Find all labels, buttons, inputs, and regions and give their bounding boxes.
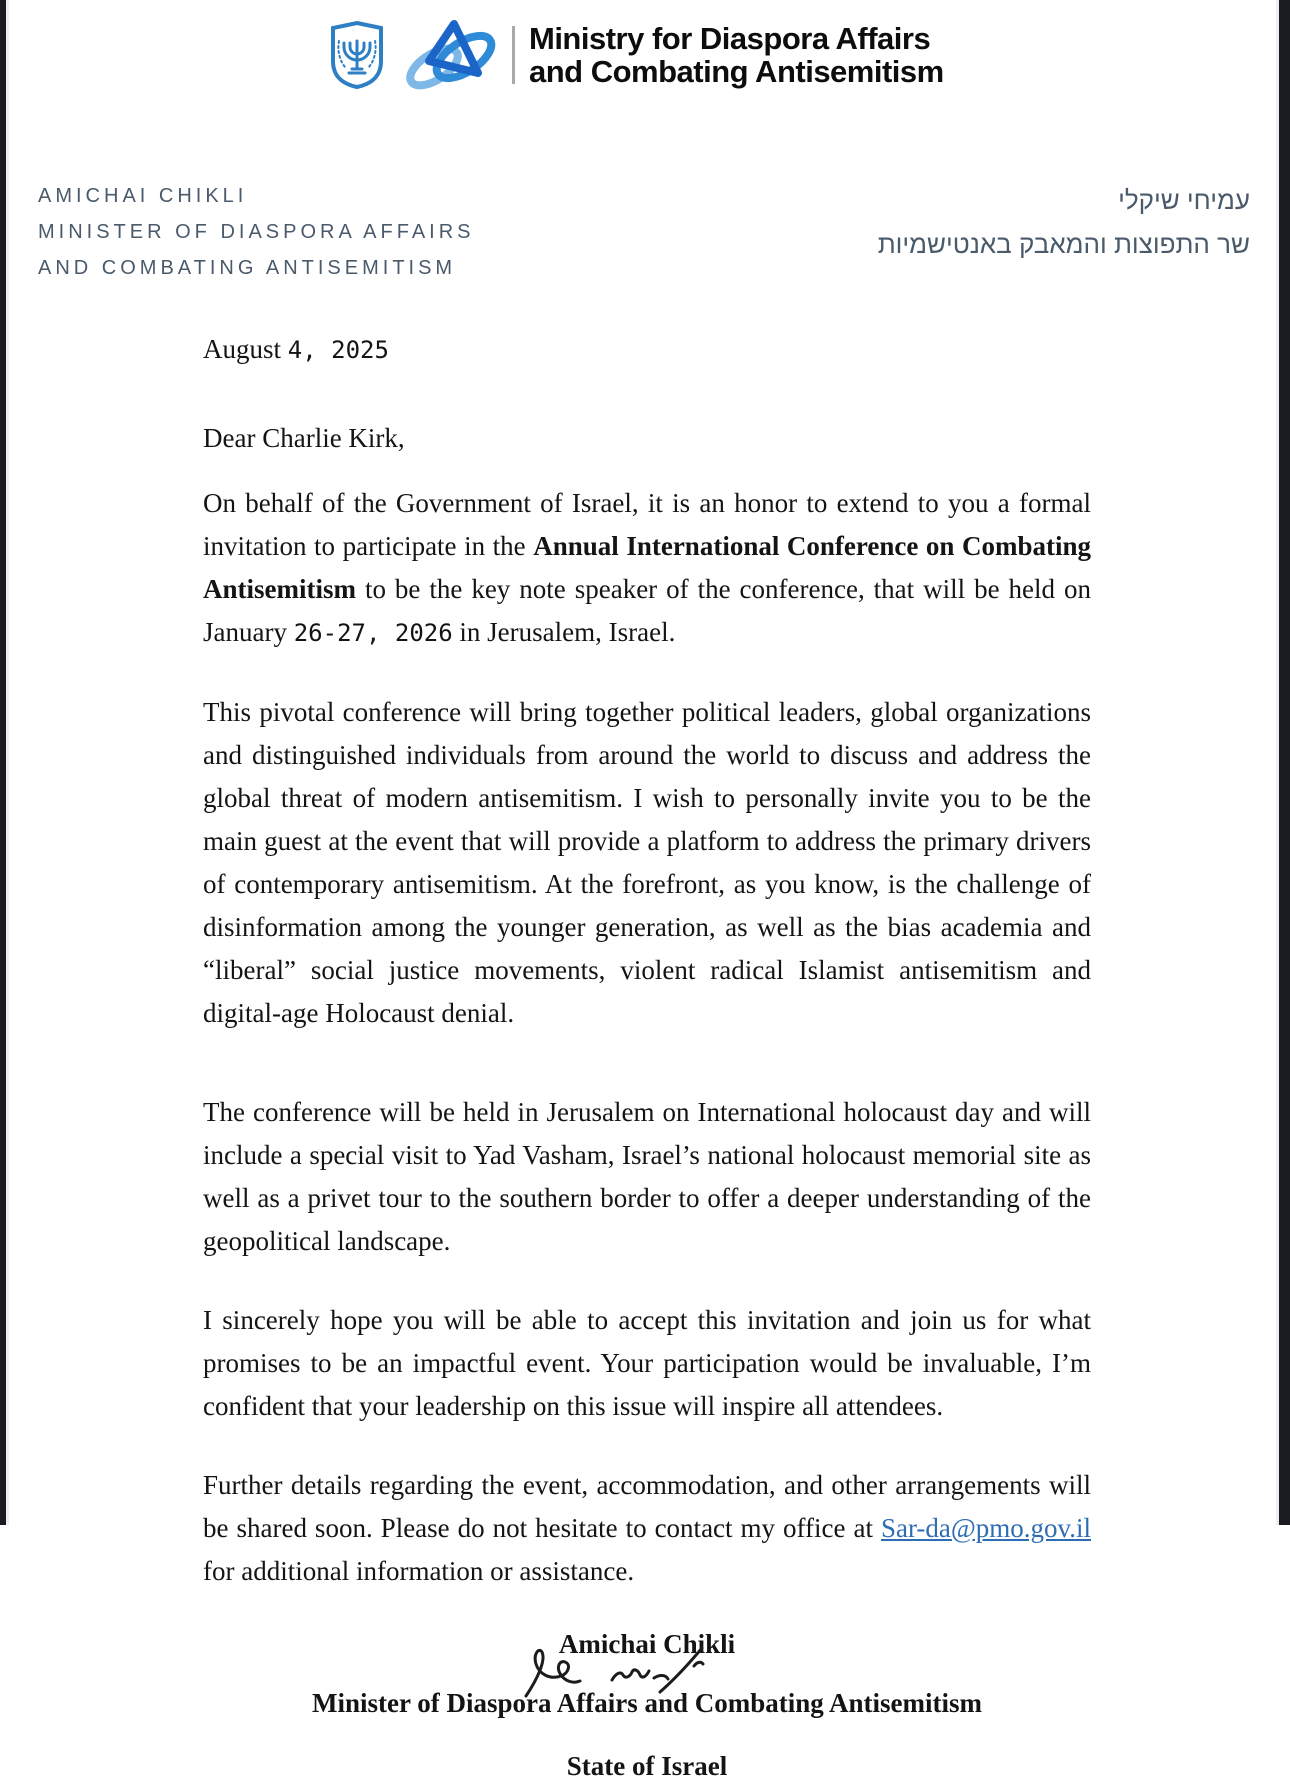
letter-date [203, 334, 1091, 365]
handwritten-signature-icon [504, 1644, 734, 1702]
date-number: 4, 2025 [287, 336, 389, 364]
p1-text-post: in Jerusalem, Israel. [452, 617, 676, 647]
ministry-title-line1: Ministry for Diaspora Affairs [529, 21, 931, 56]
letterhead [0, 178, 1290, 286]
p5-text-post: for additional information or assistance. [203, 1556, 635, 1586]
p1-text: On behalf of the Government of Israel, it is an honor to extend to you a formal invitation to participate in the [203, 488, 1091, 561]
paragraph-program: The conference will be held in Jerusalem on International holocaust day and will include a special visit to Yad Vasham, Israel’s national holocaust memorial site as well as a privet tour to the southern border to offer a deeper understanding of the geopolitical landscape. [203, 1097, 1091, 1256]
right-edge-strip [1276, 0, 1290, 1525]
ministry-title-line2: and Combating Antisemitism [529, 54, 944, 89]
ministry-header [0, 0, 1290, 96]
letter-body [203, 334, 1091, 1782]
signature-block [203, 1629, 1091, 1782]
minister-name-he: עמיחי שיקלי [1118, 185, 1250, 215]
signatory-name: Amichai Chikli [558, 1629, 736, 1659]
logo-divider [512, 26, 515, 84]
conference-dates: 26-27, 2026 [293, 619, 453, 647]
p5-text: Further details regarding the event, accommodation, and other arrangements will be shared soon. Please do not hesitate to contact my office at [203, 1470, 1091, 1543]
p1-text-mid: to be the key note speaker of the conference, that will be held on January [203, 574, 1091, 647]
ministry-title [529, 22, 944, 88]
israel-state-emblem-icon [330, 21, 384, 89]
paragraph-contact [203, 1464, 1091, 1593]
minister-name-en: AMICHAI CHIKLI [38, 185, 248, 207]
conference-name: Annual International Conference on Combating Antisemitism [203, 531, 1091, 604]
left-edge-strip [0, 0, 9, 1525]
signatory-title: Minister of Diaspora Affairs and Combating Antisemitism [311, 1688, 982, 1718]
salutation: Dear Charlie Kirk, [203, 423, 405, 453]
paragraph-conference-description: This pivotal conference will bring together political leaders, global organizations and distinguished individuals from around the world to discuss and address the global threat of modern antisemitism. I wish to personally invite you to be the main guest at the event that will provide a platform to address the primary drivers of contemporary antisemitism. At the forefront, as you know, is the challenge of disinformation among the younger generation, as well as the bias academia and “liberal” social justice movements, violent radical Islamist antisemitism and digital-age Holocaust denial. [203, 697, 1091, 1028]
diaspora-ministry-star-logo-icon [398, 17, 502, 93]
minister-title-en-line1: MINISTER OF DIASPORA AFFAIRS [38, 221, 475, 243]
paragraph-hope: I sincerely hope you will be able to accept this invitation and join us for what promises to be an impactful event. Your participation would be invaluable, I’m confident that your leadership on this issue will inspire all attendees. [203, 1305, 1091, 1421]
minister-title-en-line2: AND COMBATING ANTISEMITISM [38, 257, 457, 279]
contact-email-link[interactable]: Sar-da@pmo.gov.il [880, 1513, 1091, 1543]
date-month: August [203, 334, 288, 364]
paragraph-invitation [203, 482, 1091, 655]
signatory-country: State of Israel [566, 1751, 728, 1781]
minister-name-block-en [38, 178, 475, 286]
minister-name-block-he [878, 178, 1250, 266]
minister-title-he: שר התפוצות והמאבק באנטישמיות [877, 229, 1250, 259]
